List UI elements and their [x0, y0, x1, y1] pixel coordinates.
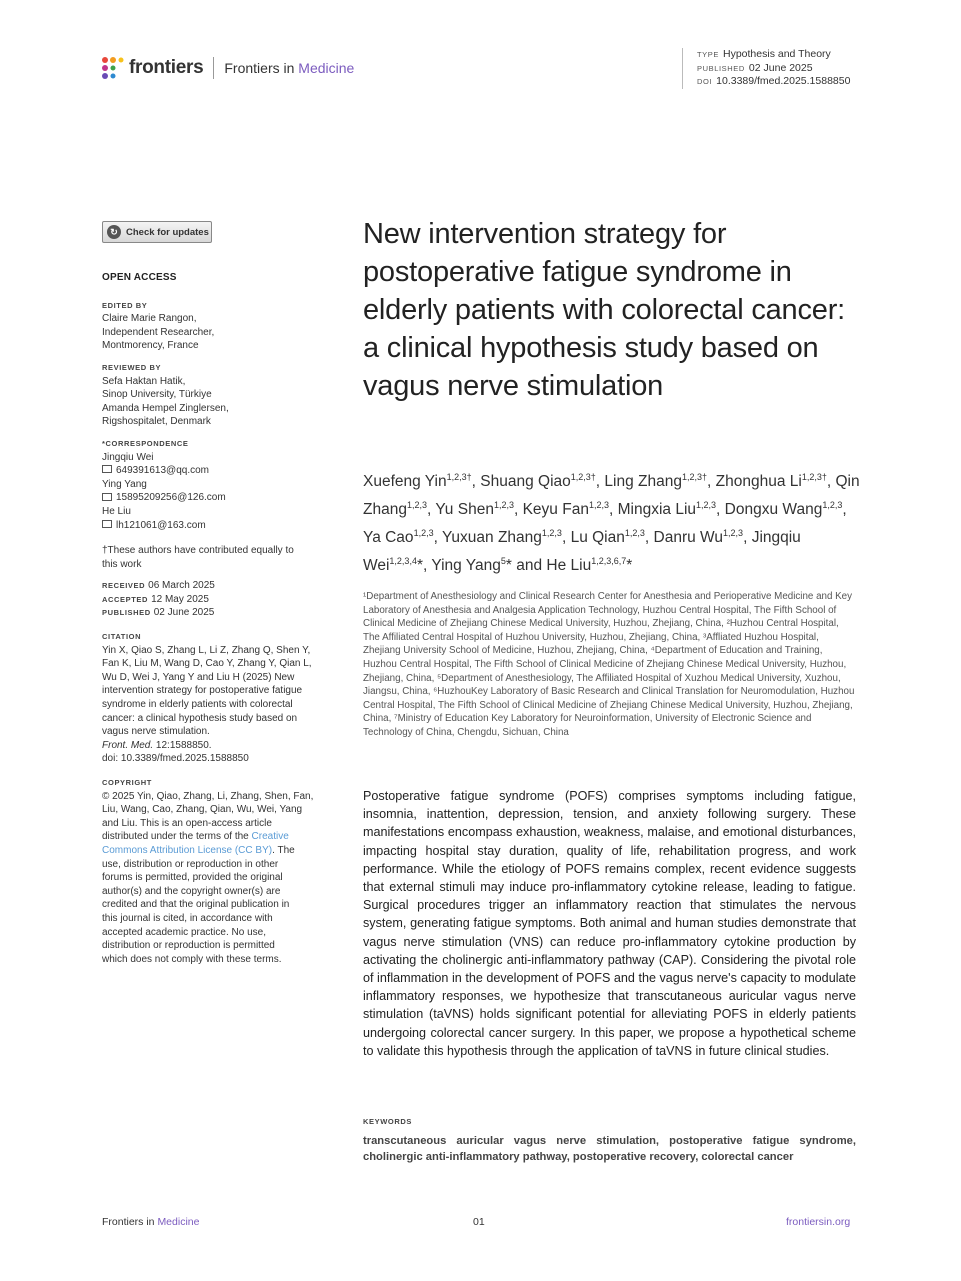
author-name[interactable]: Jingqiu Wei: [363, 528, 801, 574]
open-access-label: OPEN ACCESS: [102, 272, 177, 283]
journal-prefix: Frontiers in: [224, 60, 299, 76]
copyright-line: use, distribution or reproduction in other: [102, 858, 279, 870]
copyright-line: Liu, Wang, Cao, Zhang, Qian, Wu, Wei, Yang: [102, 804, 303, 816]
author-name[interactable]: He Liu: [546, 556, 592, 574]
frontiers-wordmark: frontiers: [129, 57, 204, 78]
meta-type-value: Hypothesis and Theory: [723, 48, 831, 60]
meta-doi: [697, 75, 850, 89]
equal-contribution-note: †These authors have contributed equally to: [102, 545, 294, 557]
citation-line: Yin X, Qiao S, Zhang L, Li Z, Zhang Q, Shen Y,: [102, 644, 311, 656]
accepted-date: [102, 593, 327, 607]
copyright-line: accepted academic practice. No use,: [102, 926, 266, 938]
author-separator: ,: [426, 501, 436, 519]
meta-published: [697, 62, 850, 76]
copyright-line: [102, 844, 327, 858]
cc-license-link[interactable]: Creative: [251, 831, 289, 843]
author-affiliation-marker: 1,2,3†: [570, 472, 596, 482]
equal-contribution-note: this work: [102, 558, 142, 570]
correspondent-email[interactable]: [102, 519, 327, 533]
author-name[interactable]: Qin Zhang: [363, 473, 860, 519]
email-text: 649391613@qq.com: [116, 465, 209, 477]
author-name[interactable]: Dongxu Wang: [724, 501, 823, 519]
reviewer-line: Sefa Haktan Hatik,: [102, 375, 186, 387]
copyright-line: which does not comply with these terms.: [102, 953, 282, 965]
correspondent-email[interactable]: [102, 491, 327, 505]
copyright-line: [102, 830, 327, 844]
author-separator: ,: [595, 473, 605, 491]
author-separator: ,: [716, 501, 725, 519]
copyright-line: forums is permitted, provided the original: [102, 872, 283, 884]
check-for-updates-button[interactable]: [102, 221, 212, 243]
received-label: RECEIVED: [102, 581, 146, 591]
author-name[interactable]: Ying Yang: [431, 556, 501, 574]
author-name[interactable]: Yuxuan Zhang: [441, 528, 542, 546]
copyright-line: and Liu. This is an open-access article: [102, 817, 272, 829]
copyright-line: credited and that the original publication in: [102, 899, 290, 911]
copyright-line: this journal is cited, in accordance with: [102, 912, 273, 924]
frontiers-logo-icon: [101, 56, 125, 80]
copyright-label: COPYRIGHT: [102, 778, 152, 787]
keywords-label: KEYWORDS: [363, 1117, 412, 1126]
footer-site-link[interactable]: frontiersin.org: [786, 1216, 851, 1228]
author-name[interactable]: Zhonghua Li: [715, 473, 802, 491]
author-separator: ,: [608, 501, 618, 519]
received-date: [102, 579, 327, 593]
author-affiliation-marker: 1,2,3: [723, 527, 744, 538]
author-name[interactable]: Ling Zhang: [604, 473, 682, 491]
email-icon: [102, 520, 112, 528]
author-affiliation-marker: 1,2,3†: [681, 472, 708, 482]
author-name[interactable]: Danru Wu: [653, 528, 724, 546]
author-separator: ,: [842, 501, 847, 519]
published-label: PUBLISHED: [102, 608, 151, 618]
email-text: 15895209256@126.com: [116, 492, 226, 504]
author-affiliation-marker: 1,2,3†: [446, 472, 472, 482]
author-affiliation-marker: 1,2,3: [822, 499, 843, 510]
received-value: 06 March 2025: [148, 580, 215, 592]
author-separator: *,: [416, 556, 432, 574]
author-name[interactable]: Xuefeng Yin: [363, 473, 447, 491]
copyright-pre-link: distributed under the terms of the: [102, 831, 252, 843]
editor-line: Claire Marie Rangon,: [102, 313, 197, 325]
author-name[interactable]: Ya Cao: [363, 528, 414, 546]
author-separator: ,: [513, 501, 523, 519]
citation-volume: 12:1588850.: [153, 739, 212, 751]
sidebar: [102, 271, 327, 966]
page-number: 01: [473, 1216, 485, 1228]
keywords: transcutaneous auricular vagus nerve stimulation, postoperative fatigue syndrome, cholinergic anti-inflammatory pathway, postoperative recovery, colorectal cancer: [363, 1135, 856, 1163]
author-separator: ,: [826, 473, 836, 491]
editor-line: Independent Researcher,: [102, 326, 215, 338]
author-separator: ,: [707, 473, 716, 491]
journal-name: Medicine: [298, 60, 355, 76]
citation-journal: Front. Med.: [102, 739, 154, 751]
footer-journal-name: Medicine: [157, 1216, 200, 1228]
author-separator: * and: [505, 556, 547, 574]
meta-type: [697, 48, 850, 62]
author-name[interactable]: Keyu Fan: [522, 501, 589, 519]
accepted-label: ACCEPTED: [102, 594, 149, 604]
author-name[interactable]: Shuang Qiao: [480, 473, 571, 491]
abstract: Postoperative fatigue syndrome (POFS) comprises symptoms including fatigue, insomnia, inattention, depression, tension, and anxiety following surgery. These manifestations encompass exhaustion, weakness, malaise, and emotional disturbances, impacting hospital stay duration, quality of life, rehabilitation progress, and work performance. While the etiology of POFS remains complex, recent evidence suggests that external stimuli may induce pro-inflammatory cytokine release, leading to fatigue. Surgical procedures trigger an inflammatory reaction that stimulates the nervous system, generating fatigue symptoms. Both animal and human studies demonstrate that vagus nerve stimulation (VNS) can reduce pro-inflammatory cytokine production by activating the cholinergic anti-inflammatory pathway (CAP). Considering the pivotal role of inflammation in the development of POFS and the vagus nerve's capacity to modulate inflammatory responses, we hypothesize that transcutaneous auricular vagus nerve stimulation (taVNS) holds significant potential for alleviating POFS in elderly patients undergoing colorectal cancer surgery. In this paper, we propose a hypothetical scheme to validate this hypothesis through the application of taVNS in future clinical studies.: [363, 789, 856, 1058]
article-meta: [682, 48, 850, 89]
meta-doi-value[interactable]: 10.3389/fmed.2025.1588850: [716, 75, 851, 87]
citation-line: intervention strategy for postoperative fatigue: [102, 685, 303, 697]
author-affiliation-marker: 1,2,3: [413, 527, 434, 538]
author-affiliation-marker: 1,2,3: [696, 499, 717, 510]
author-affiliation-marker: 1,2,3: [406, 499, 427, 510]
author-affiliation-marker: 1,2,3,6,7: [591, 555, 627, 566]
citation-label: CITATION: [102, 632, 142, 642]
meta-doi-label: DOI: [697, 77, 713, 86]
correspondence-label: *CORRESPONDENCE: [102, 438, 189, 448]
citation-line: vagus nerve stimulation.: [102, 726, 210, 738]
author-list: [363, 466, 863, 577]
published-date: [102, 606, 327, 620]
author-name[interactable]: Lu Qian: [570, 528, 625, 546]
author-affiliation-marker: 1,2,3: [588, 499, 609, 510]
citation-line: Fan K, Liu M, Wang D, Cao Y, Zhang Y, Qian L,: [102, 658, 312, 670]
correspondent-email[interactable]: [102, 464, 327, 478]
author-separator: ,: [644, 528, 654, 546]
cc-license-link[interactable]: Commons Attribution License (CC BY): [102, 844, 273, 856]
meta-published-label: PUBLISHED: [697, 63, 745, 73]
author-affiliation-marker: 1,2,3: [624, 527, 645, 538]
author-separator: *: [626, 556, 633, 574]
reviewed-by-label: REVIEWED BY: [102, 362, 162, 372]
author-separator: ,: [471, 473, 481, 491]
meta-type-label: TYPE: [697, 50, 719, 59]
copyright-post-link: . The: [272, 844, 295, 856]
frontiers-logo[interactable]: [101, 55, 354, 81]
meta-published-value: 02 June 2025: [748, 61, 813, 74]
author-affiliation-marker: 5: [500, 555, 506, 566]
accepted-value: 12 May 2025: [151, 593, 209, 605]
footer-journal: [102, 1216, 199, 1228]
email-text: lh121061@163.com: [116, 519, 206, 531]
published-value: 02 June 2025: [153, 607, 215, 619]
journal-brand: [224, 60, 354, 76]
footer-journal-prefix: Frontiers in: [102, 1216, 158, 1228]
affiliations: ¹Department of Anesthesiology and Clinical Research Center for Anesthesia and Perioperative Medicine and Key Laboratory of Anesthesia and Analgesia Application Technology, Huzhou Central Hospital, The Fifth School of Clinical Medicine of Zhejiang Chinese Medical University, Huzhou, Zhejiang, China, ²Huzhou Central Hospital, The Affiliated Central Hospital of Huzhou University, Huzhou, Zhejiang, China, ³Affliated Huzhou Hospital, Zhejiang University School of Medicine, Huzhou, Zhejiang, China, ⁴Department of Education and Training, Huzhou Central Hospital, The Fifth School of Clinical Medicine of Zhejiang Chinese Medical University, Huzhou, Zhejiang, China, ⁵Department of Anesthesiology, The Affiliated Hospital of Xuzhou Medical University, Xuzhou, Jiangsu, China, ⁶HuzhouKey Laboratory of Basic Research and Clinical Translation for Neuromodulation, Huzhou Central Hospital, The Fifth School of Clinical Medicine of Zhejiang Chinese Medical University, Huzhou, Zhejiang, China, ⁷Ministry of Education Key Laboratory for Neuroinformation, University of Electronic Science and Technology of China, Chengdu, Sichuan, China: [363, 591, 855, 738]
correspondent-name: He Liu: [102, 505, 131, 517]
reviewer-line: Sinop University, Türkiye: [102, 389, 212, 401]
correspondent-name: Ying Yang: [102, 478, 147, 490]
author-name[interactable]: Yu Shen: [435, 501, 494, 519]
author-name[interactable]: Mingxia Liu: [617, 501, 697, 519]
email-icon: [102, 465, 112, 473]
article-title: New intervention strategy for postoperative fatigue syndrome in elderly patients with colorectal cancer: a clinical hypothesis study based on vagus nerve stimulation: [363, 218, 846, 402]
reviewer-line: Amanda Hempel Zinglersen,: [102, 402, 229, 414]
citation-doi[interactable]: doi: 10.3389/fmed.2025.1588850: [102, 753, 249, 765]
refresh-icon: ↻: [107, 225, 121, 239]
check-for-updates-label: Check for updates: [126, 226, 209, 238]
correspondent-name: Jingqiu Wei: [102, 451, 154, 463]
author-affiliation-marker: 1,2,3: [493, 499, 514, 510]
author-separator: ,: [433, 528, 442, 546]
copyright-line: author(s) and the copyright owner(s) are: [102, 885, 281, 897]
author-affiliation-marker: 1,2,3†: [801, 472, 827, 482]
logo-divider: [213, 57, 214, 79]
copyright-line: © 2025 Yin, Qiao, Zhang, Li, Zhang, Shen, Fan,: [102, 790, 314, 802]
author-separator: ,: [743, 528, 752, 546]
dates-block: [102, 579, 327, 620]
editor-line: Montmorency, France: [102, 340, 199, 352]
copyright-line: distribution or reproduction is permitted: [102, 940, 275, 952]
author-affiliation-marker: 1,2,3,4: [389, 555, 417, 566]
citation-line: Wu D, Wei J, Yang Y and Liu H (2025) New: [102, 671, 295, 683]
edited-by-label: EDITED BY: [102, 300, 148, 310]
email-icon: [102, 493, 112, 501]
author-affiliation-marker: 1,2,3: [541, 527, 562, 538]
reviewer-line: Rigshospitalet, Denmark: [102, 416, 211, 428]
author-separator: ,: [561, 528, 571, 546]
citation-line: syndrome in elderly patients with colorectal: [102, 699, 293, 711]
citation-line: cancer: a clinical hypothesis study based on: [102, 712, 298, 724]
citation-journal-line: [102, 739, 327, 753]
